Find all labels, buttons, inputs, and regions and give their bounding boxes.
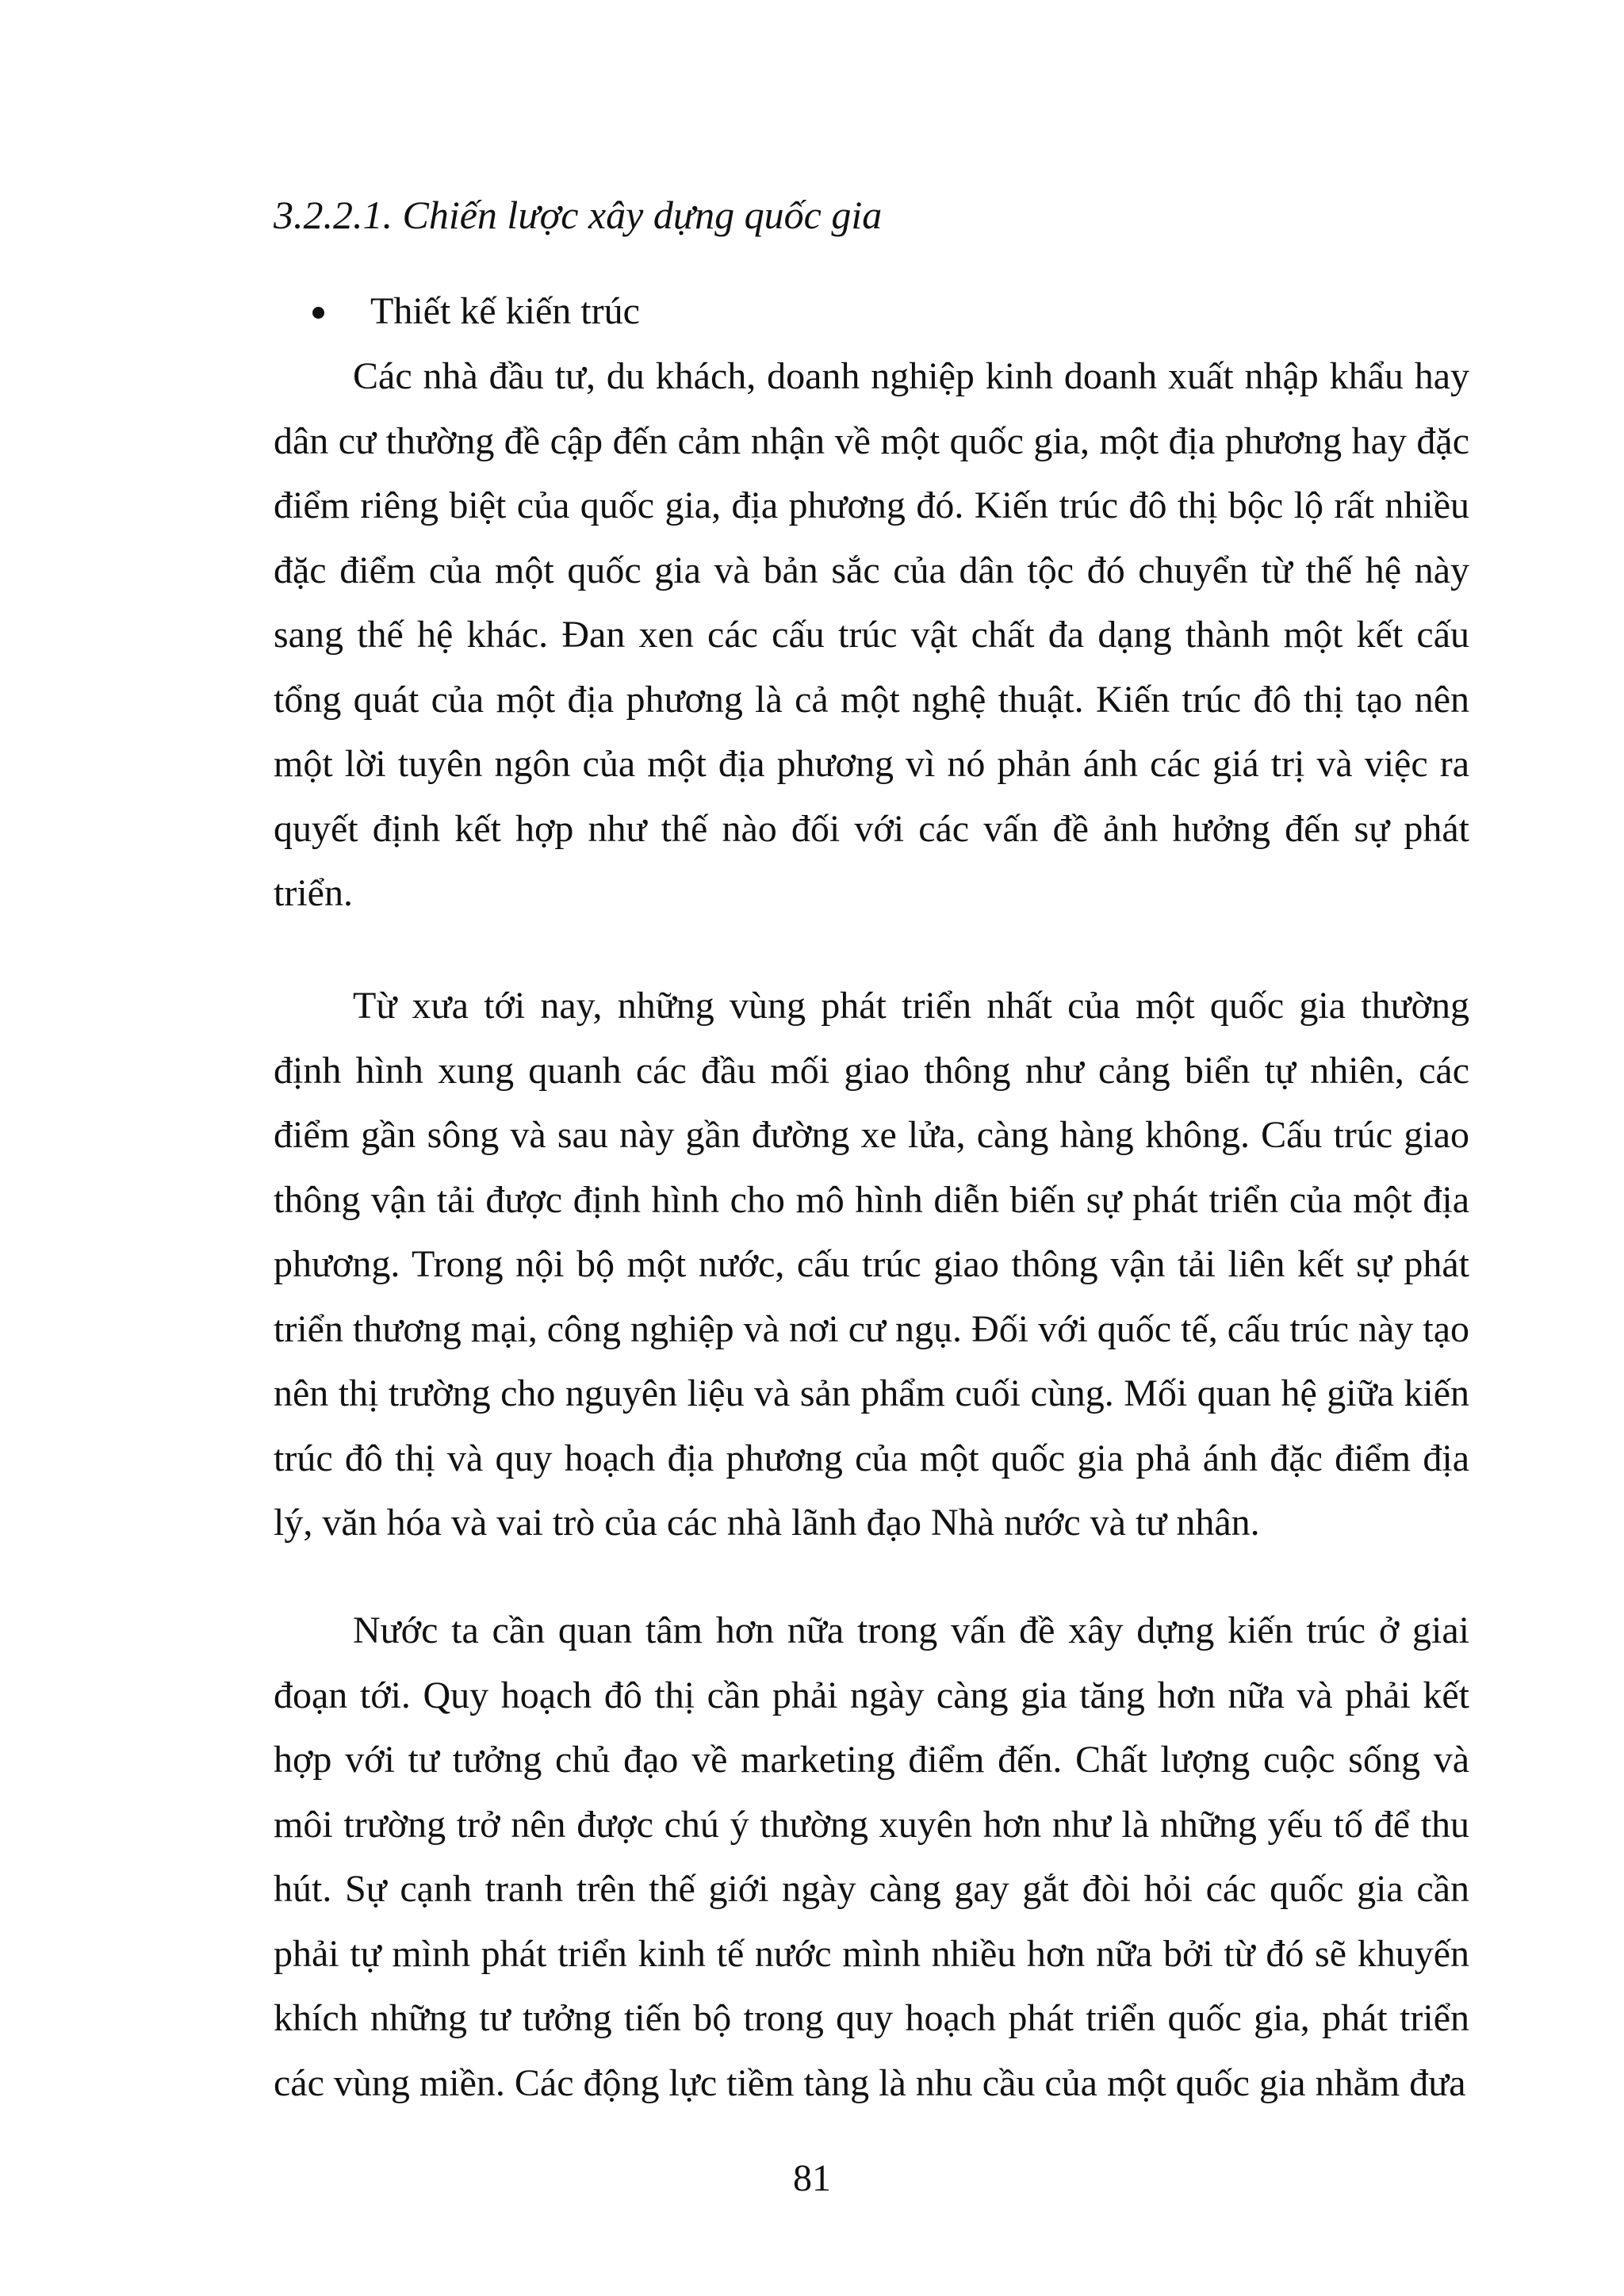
paragraph-2: Từ xưa tới nay, những vùng phát triển nhất của một quốc gia thường định hình xung quanh các đầu mối giao thông như cảng biển tự nhiên, các điểm gần sông và sau này gần đường xe lửa, càng hàng không. Cấu trúc giao thông vận tải được định hình cho mô hình diễn biến sự phát triển của một địa phương. Trong nội bộ một nước, cấu trúc giao thông vận tải liên kết sự phát triển thương mại, công nghiệp và nơi cư ngụ. Đối với quốc tế, cấu trúc này tạo nên thị trường cho nguyên liệu và sản phẩm cuối cùng. Mối quan hệ giữa kiến trúc đô thị và quy hoạch địa phương của một quốc gia phả ánh đặc điểm địa lý, văn hóa và vai trò của các nhà lãnh đạo Nhà nước và tư nhân. [274,985,1469,1544]
bullet-dot-icon [312,307,324,319]
bullet-text: Thiết kế kiến trúc [370,290,640,332]
section-heading: 3.2.2.1. Chiến lược xây dựng quốc gia [274,193,883,237]
paragraph-1: Các nhà đầu tư, du khách, doanh nghiệp kinh doanh xuất nhập khẩu hay dân cư thường đề cập đến cảm nhận về một quốc gia, một địa phương hay đặc điểm riêng biệt của quốc gia, địa phương đó. Kiến trúc đô thị bộc lộ rất nhiều đặc điểm của một quốc gia và bản sắc của dân tộc đó chuyển từ thế hệ này sang thế hệ khác. Đan xen các cấu trúc vật chất đa dạng thành một kết cấu tổng quát của một địa phương là cả một nghệ thuật. Kiến trúc đô thị tạo nên một lời tuyên ngôn của một địa phương vì nó phản ánh các giá trị và việc ra quyết định kết hợp như thế nào đối với các vấn đề ảnh hưởng đến sự phát triển. [274,355,1469,914]
page-number: 81 [793,2157,831,2199]
paragraph-3: Nước ta cần quan tâm hơn nữa trong vấn đề xây dựng kiến trúc ở giai đoạn tới. Quy hoạch đô thị cần phải ngày càng gia tăng hơn nữa và phải kết hợp với tư tưởng chủ đạo về marketing điểm đến. Chất lượng cuộc sống và môi trường trở nên được chú ý thường xuyên hơn như là những yếu tố để thu hút. Sự cạnh tranh trên thế giới ngày càng gay gắt đòi hỏi các quốc gia cần phải tự mình phát triển kinh tế nước mình nhiều hơn nữa bởi từ đó sẽ khuyến khích những tư tưởng tiến bộ trong quy hoạch phát triển quốc gia, phát triển các vùng miền. Các động lực tiềm tàng là nhu cầu của một quốc gia nhằm đưa [274,1609,1469,2104]
